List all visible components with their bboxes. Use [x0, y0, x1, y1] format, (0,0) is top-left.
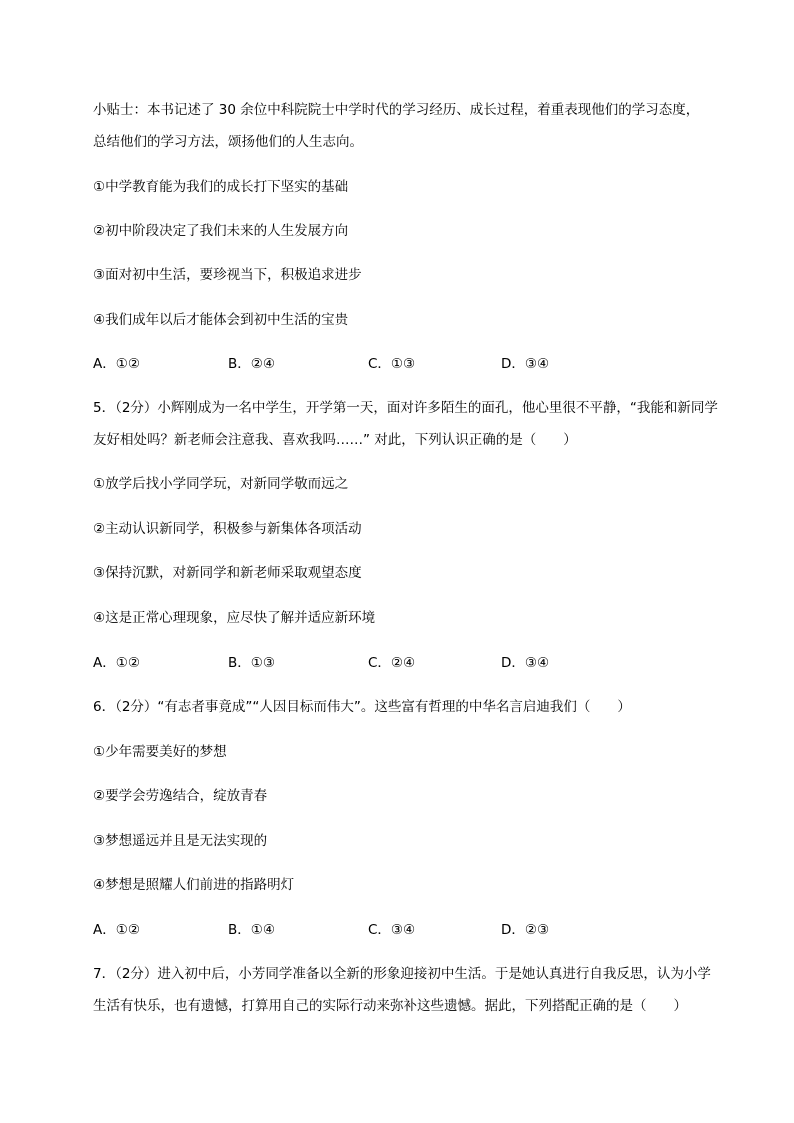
q4-option-c[interactable]: C．①③: [368, 356, 416, 372]
q5-statement-1: ①放学后找小学同学玩，对新同学敬而远之: [93, 476, 349, 492]
q5-stem-line-2: 友好相处吗？新老师会注意我、喜欢我吗……” 对此，下列认识正确的是（ ）: [93, 432, 577, 448]
q5-option-c[interactable]: C．②④: [368, 655, 416, 671]
q6-statement-1: ①少年需要美好的梦想: [93, 744, 227, 760]
q5-option-a[interactable]: A．①②: [93, 655, 140, 671]
q6-statement-4: ④梦想是照耀人们前进的指路明灯: [93, 877, 295, 893]
q5-option-d[interactable]: D．③④: [501, 655, 550, 671]
q6-statement-2: ②要学会劳逸结合，绽放青春: [93, 788, 268, 804]
q4-statement-4: ④我们成年以后才能体会到初中生活的宝贵: [93, 312, 349, 328]
q6-option-c[interactable]: C．③④: [368, 922, 416, 938]
q5-stem-line-1: 5．（2分）小辉刚成为一名中学生，开学第一天，面对许多陌生的面孔，他心里很不平静，“我能和新同学: [93, 400, 718, 416]
q4-statement-1: ①中学教育能为我们的成长打下坚实的基础: [93, 179, 349, 195]
tip-line-2: 总结他们的学习方法，颂扬他们的人生志向。: [93, 134, 363, 150]
q4-option-d[interactable]: D．③④: [501, 356, 550, 372]
q6-option-b[interactable]: B．①④: [228, 922, 275, 938]
q6-stem-line-1: 6．（2分）“有志者事竟成”“人因目标而伟大”。这些富有哲理的中华名言启迪我们（ ）: [93, 699, 631, 715]
q4-option-a[interactable]: A．①②: [93, 356, 140, 372]
q6-option-d[interactable]: D．②③: [501, 922, 550, 938]
q7-stem-line-1: 7．（2分）进入初中后，小芳同学准备以全新的形象迎接初中生活。于是她认真进行自我反思，认为小学: [93, 966, 711, 982]
q6-option-a[interactable]: A．①②: [93, 922, 140, 938]
q4-statement-2: ②初中阶段决定了我们未来的人生发展方向: [93, 223, 349, 239]
q7-stem-line-2: 生活有快乐，也有遗憾，打算用自己的实际行动来弥补这些遗憾。据此，下列搭配正确的是（ ）: [93, 998, 687, 1014]
q6-statement-3: ③梦想遥远并且是无法实现的: [93, 833, 268, 849]
q4-statement-3: ③面对初中生活，要珍视当下，积极追求进步: [93, 267, 362, 283]
q5-option-b[interactable]: B．①③: [228, 655, 275, 671]
q4-option-b[interactable]: B．②④: [228, 356, 275, 372]
q5-statement-3: ③保持沉默，对新同学和新老师采取观望态度: [93, 565, 362, 581]
q5-statement-2: ②主动认识新同学，积极参与新集体各项活动: [93, 521, 362, 537]
tip-line-1: 小贴士：本书记述了 30 余位中科院院士中学时代的学习经历、成长过程，着重表现他们的学习态度，: [93, 102, 700, 118]
q5-statement-4: ④这是正常心理现象，应尽快了解并适应新环境: [93, 610, 376, 626]
